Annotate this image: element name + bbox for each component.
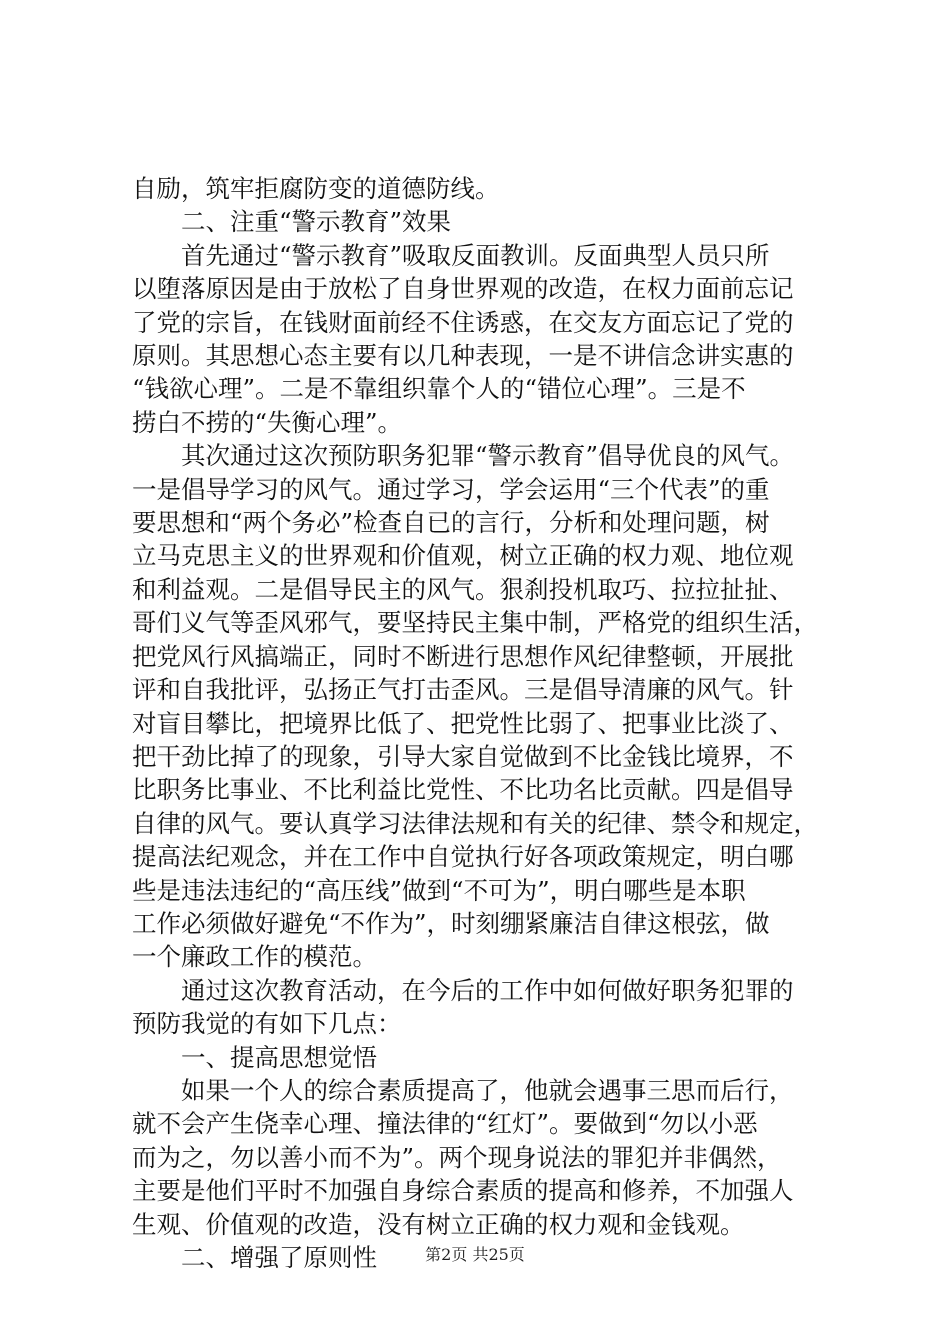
text-line: 原则。其思想心态主要有以几种表现，一是不讲信念讲实惠的 [132, 341, 794, 371]
text-line: 而为之，勿以善小而不为”。两个现身说法的罪犯并非偶然， [132, 1142, 782, 1172]
text-line: 要思想和“两个务必”检查自已的言行，分析和处理问题，树 [132, 508, 770, 538]
text-line: 对盲目攀比，把境界比低了、把党性比弱了、把事业比淡了、 [132, 708, 794, 738]
text-line: 如果一个人的综合素质提高了，他就会遇事三思而后行， [181, 1075, 794, 1105]
text-line: 提高法纪观念，并在工作中自觉执行好各项政策规定，明白哪 [132, 842, 794, 872]
body-text [132, 172, 830, 1274]
text-line: 预防我觉的有如下几点： [132, 1009, 402, 1039]
text-line: 捞白不捞的“失衡心理”。 [132, 407, 403, 437]
text-line: 工作必须做好避免“不作为”，时刻绷紧廉洁自律这根弦，做 [132, 908, 770, 938]
section-heading: 一、提高思想觉悟 [181, 1042, 377, 1072]
text-line: 立马克思主义的世界观和价值观，树立正确的权力观、地位观 [132, 541, 794, 571]
text-line: 些是违法违纪的“高压线”做到“不可为”，明白哪些是本职 [132, 875, 746, 905]
text-line: 以堕落原因是由于放松了自身世界观的改造，在权力面前忘记 [132, 274, 794, 304]
text-line: 就不会产生侥幸心理、撞法律的“红灯”。要做到“勿以小恶 [132, 1109, 758, 1139]
text-line: 主要是他们平时不加强自身综合素质的提高和修养，不加强人 [132, 1176, 794, 1206]
text-line: 一是倡导学习的风气。通过学习，学会运用“三个代表”的重 [132, 474, 770, 504]
text-line: 其次通过这次预防职务犯罪“警示教育”倡导优良的风气。 [181, 441, 795, 471]
text-line: “钱欲心理”。二是不靠组织靠个人的“错位心理”。三是不 [132, 374, 746, 404]
text-line: 把党风行风搞端正，同时不断进行思想作风纪律整顿，开展批 [132, 641, 794, 671]
text-line: 比职务比事业、不比利益比党性、不比功名比贡献。四是倡导 [132, 775, 794, 805]
text-line: 把干劲比掉了的现象，引导大家自觉做到不比金钱比境界，不 [132, 741, 794, 771]
section-heading: 二、注重“警示教育”效果 [181, 207, 452, 237]
text-line: 生观、价值观的改造，没有树立正确的权力观和金钱观。 [132, 1209, 745, 1239]
text-line: 自励，筑牢拒腐防变的道德防线。 [132, 174, 500, 203]
text-line: 和利益观。二是倡导民主的风气。狠刹投机取巧、拉拉扯扯、 [132, 574, 794, 604]
section-heading: 二、增强了原则性 [181, 1243, 377, 1272]
text-line: 一个廉政工作的模范。 [132, 942, 377, 972]
page-footer: 第2页 共25页 [425, 1245, 525, 1264]
text-line: 首先通过“警示教育”吸取反面教训。反面典型人员只所 [181, 240, 770, 270]
text-line: 自律的风气。要认真学习法律法规和有关的纪律、禁令和规定， [132, 808, 818, 838]
text-line: 评和自我批评，弘扬正气打击歪风。三是倡导清廉的风气。针 [132, 675, 794, 705]
text-line: 了党的宗旨，在钱财面前经不住诱惑，在交友方面忘记了党的 [132, 307, 794, 337]
text-line: 哥们义气等歪风邪气，要坚持民主集中制，严格党的组织生活， [132, 608, 818, 638]
text-line: 通过这次教育活动，在今后的工作中如何做好职务犯罪的 [181, 975, 794, 1005]
